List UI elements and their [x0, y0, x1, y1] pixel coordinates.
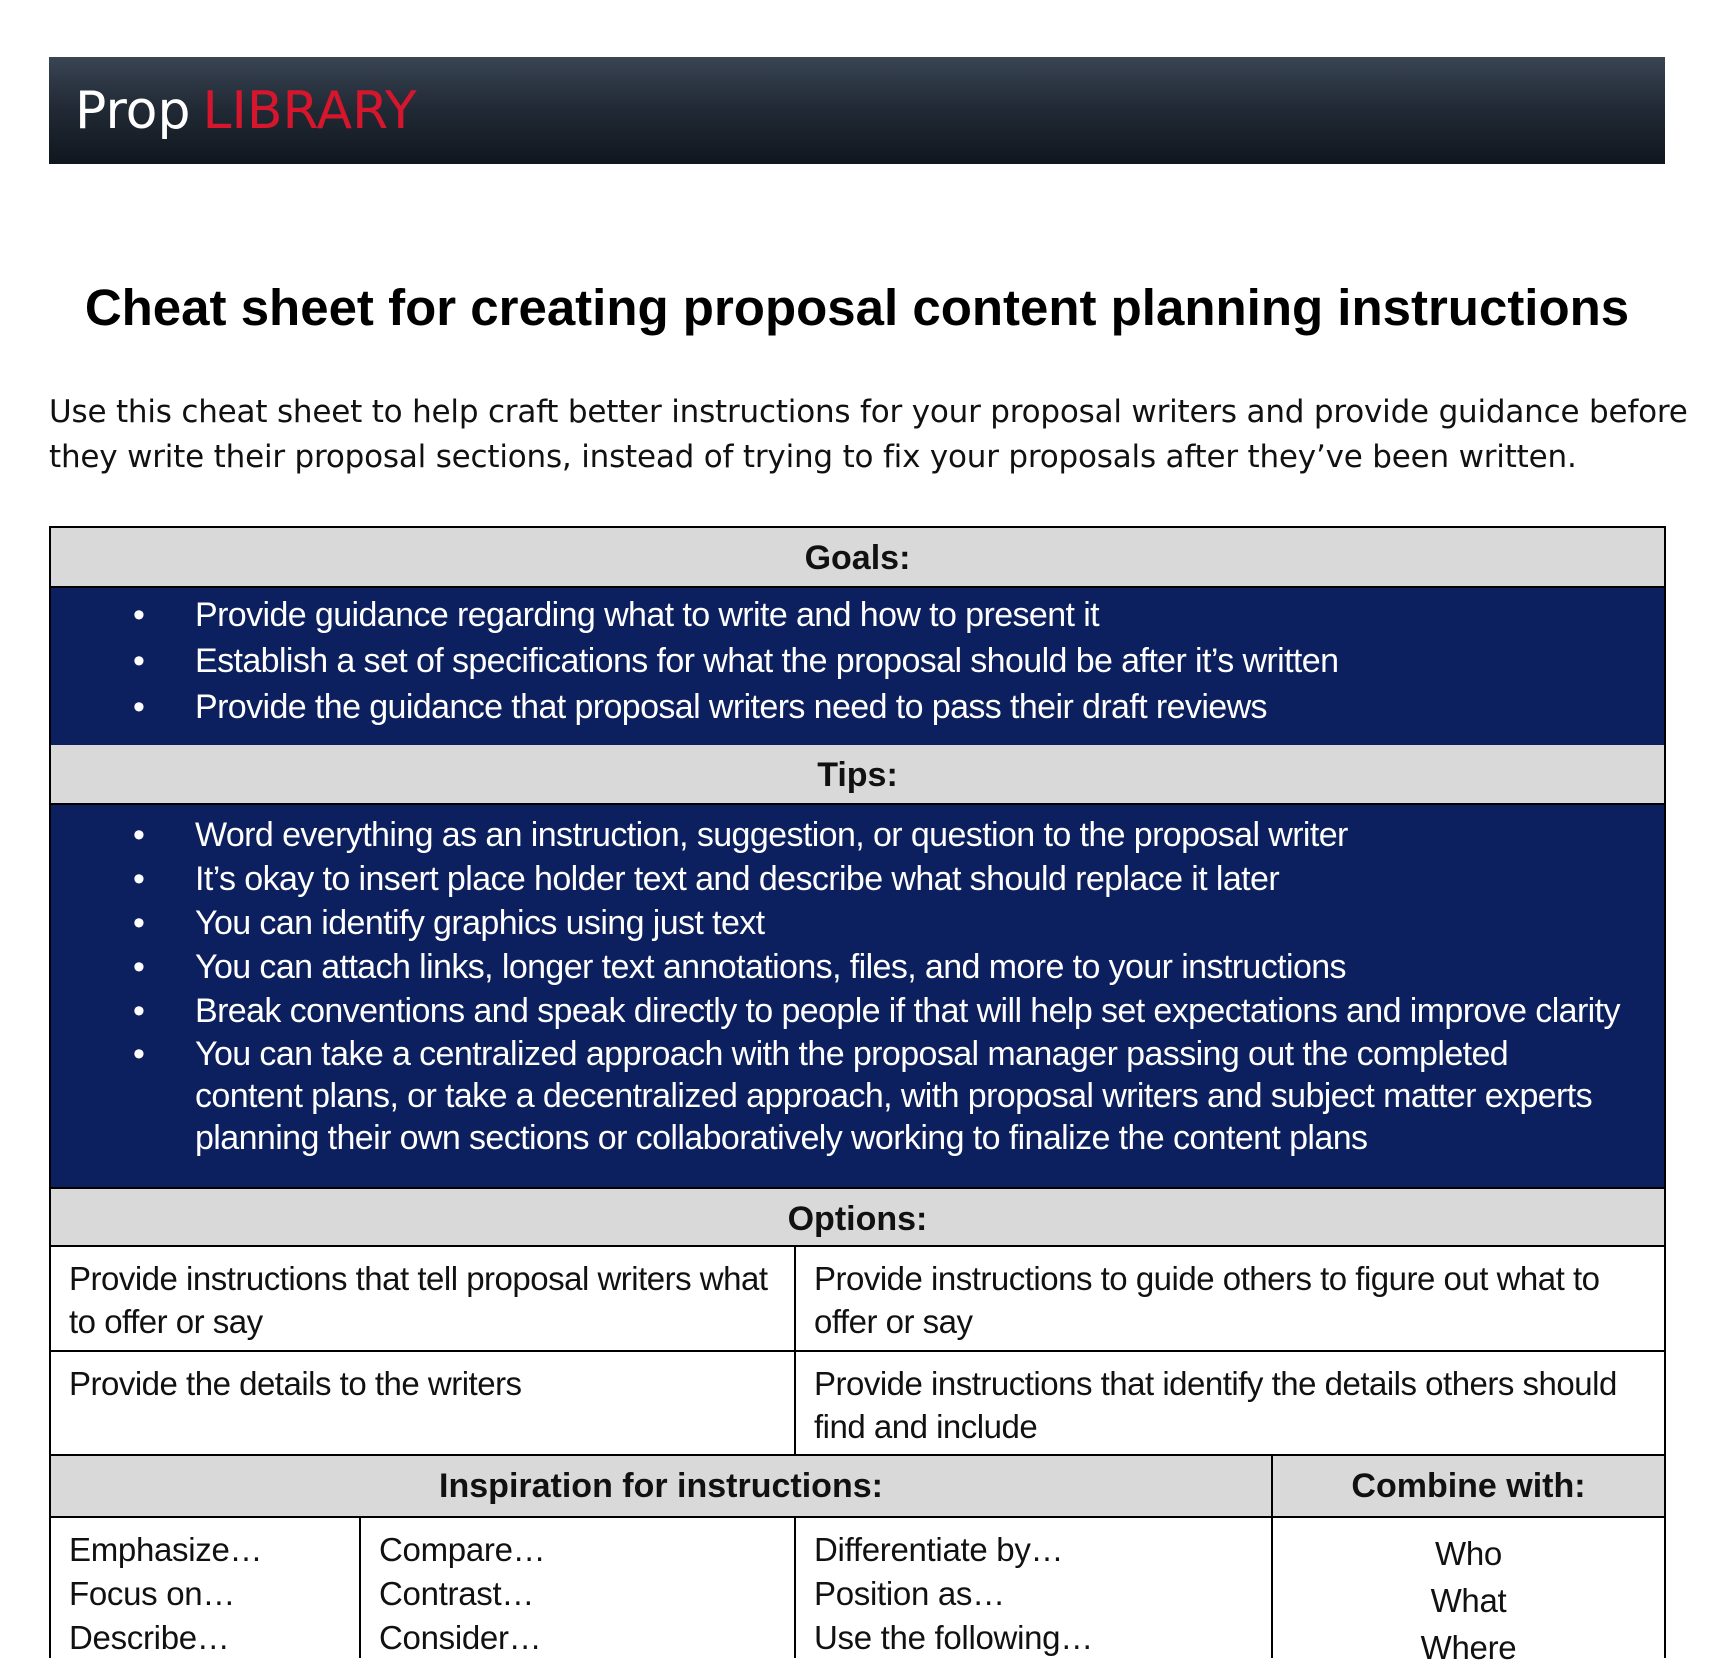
combine-word: Who — [1435, 1535, 1502, 1572]
combine-word: Where — [1420, 1629, 1517, 1666]
cheat-sheet-table — [49, 526, 1666, 1666]
inspiration-phrase: Differentiate by… — [814, 1531, 1064, 1568]
brand-banner — [49, 57, 1665, 164]
goal-item: • Establish a set of specifications for what the proposal should be after it’s written — [51, 638, 1664, 684]
inspiration-column-1 — [51, 1518, 361, 1658]
goals-list — [51, 588, 1664, 745]
page-title: Cheat sheet for creating proposal content planning instructions — [84, 279, 1630, 336]
inspiration-column-3 — [796, 1518, 1273, 1658]
options-row — [51, 1352, 1664, 1456]
goal-item: • Provide guidance regarding what to write and how to present it — [51, 592, 1664, 638]
inspiration-header-row — [51, 1456, 1664, 1518]
options-heading: Options: — [51, 1187, 1664, 1247]
inspiration-column-2 — [361, 1518, 796, 1658]
inspiration-phrase: Use the following… — [814, 1619, 1093, 1656]
inspiration-row — [51, 1518, 1664, 1666]
tip-item: • Break conventions and speak directly to people if that will help set expectations and improve clarity — [51, 989, 1664, 1033]
goals-heading: Goals: — [51, 528, 1664, 588]
inspiration-phrase: Describe… — [69, 1619, 230, 1656]
tips-list — [51, 805, 1664, 1187]
tip-item: • You can attach links, longer text annotations, files, and more to your instructions — [51, 945, 1664, 989]
inspiration-phrase: Emphasize… — [69, 1531, 263, 1568]
combine-column — [1273, 1518, 1664, 1666]
intro-paragraph: Use this cheat sheet to help craft better instructions for your proposal writers and provide guidance before they write their proposal sections, instead of trying to fix your proposals after they’ve been written. — [49, 394, 1688, 475]
goal-item: • Provide the guidance that proposal writers need to pass their draft reviews — [51, 684, 1664, 730]
option-cell: Provide instructions that tell proposal writers what to offer or say — [51, 1247, 796, 1350]
inspiration-heading: Inspiration for instructions: — [51, 1456, 1273, 1516]
tip-item: • Word everything as an instruction, suggestion, or question to the proposal writer — [51, 813, 1664, 857]
tip-item: • You can identify graphics using just text — [51, 901, 1664, 945]
inspiration-phrase: Position as… — [814, 1575, 1005, 1612]
inspiration-phrase: Consider… — [379, 1619, 542, 1656]
inspiration-phrase: Contrast… — [379, 1575, 535, 1612]
tips-heading: Tips: — [51, 745, 1664, 805]
brand-prop: Prop — [75, 80, 191, 141]
options-row — [51, 1247, 1664, 1352]
combine-heading: Combine with: — [1351, 1467, 1586, 1505]
option-cell: Provide the details to the writers — [51, 1352, 796, 1454]
option-cell: Provide instructions that identify the details others should find and include — [814, 1365, 1617, 1445]
option-cell: Provide instructions to guide others to figure out what to offer or say — [814, 1260, 1600, 1340]
tip-item: • It’s okay to insert place holder text and describe what should replace it later — [51, 857, 1664, 901]
inspiration-phrase: Compare… — [379, 1531, 546, 1568]
brand-library: LIBRARY — [202, 80, 417, 141]
tip-item: • You can take a centralized approach with the proposal manager passing out the completed content plans, or take a decentralized approach, with proposal writers and subject matter experts planning their own sections or collaboratively working to finalize the content plans — [51, 1033, 1664, 1159]
inspiration-phrase: Focus on… — [69, 1575, 236, 1612]
combine-word: What — [1430, 1582, 1507, 1619]
